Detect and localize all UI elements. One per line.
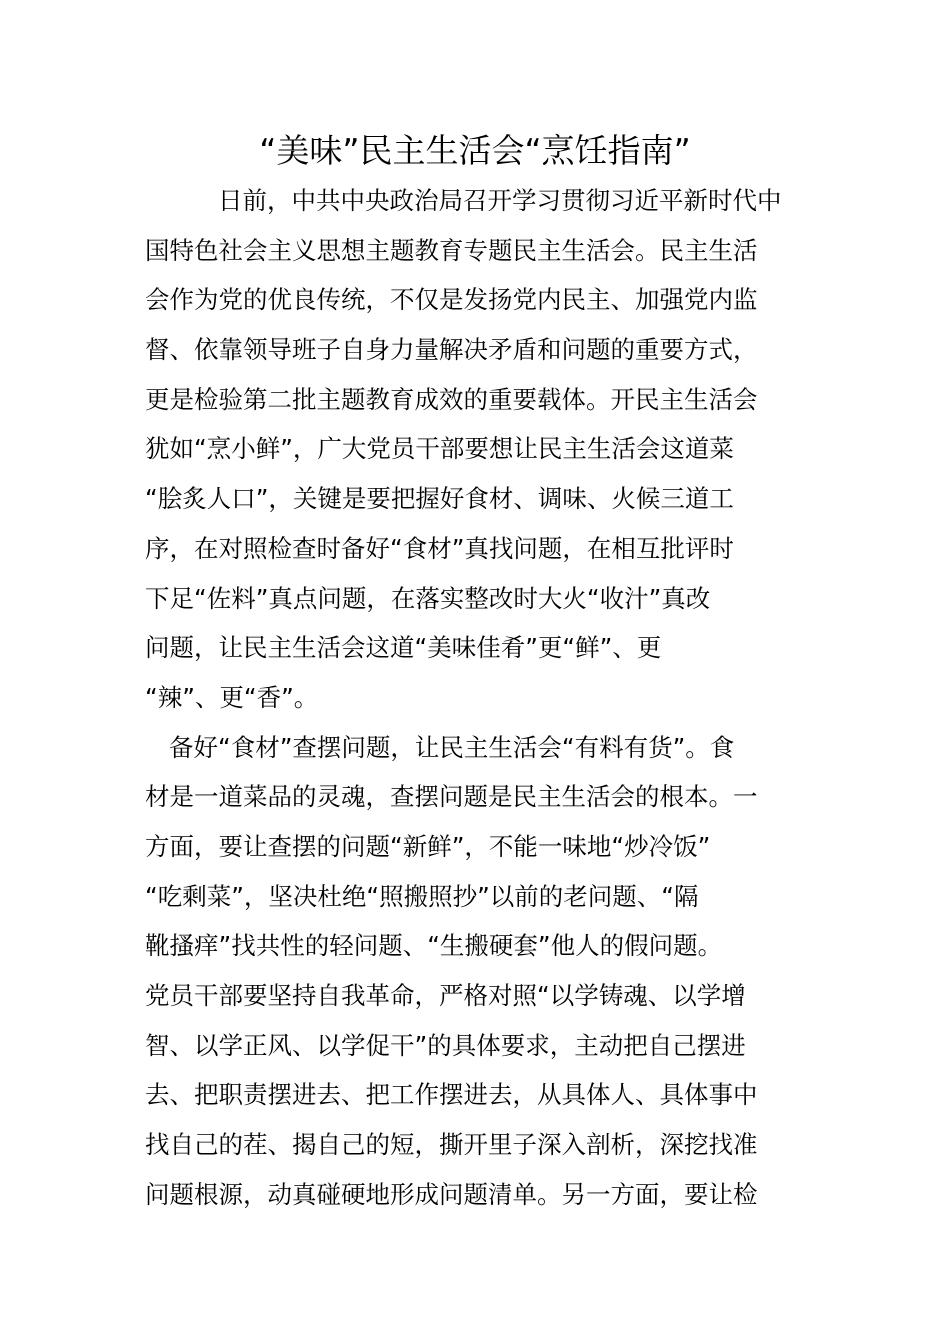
text-line: 下足“佐料”真点问题，在落实整改时大火“收汁”真改	[145, 583, 711, 613]
text-line: “辣”、更“香”。	[145, 682, 319, 712]
text-line: 督、依靠领导班子自身力量解决矛盾和问题的重要方式，	[145, 335, 758, 365]
text-line: 国特色社会主义思想主题教育专题民主生活会。民主生活	[145, 235, 758, 265]
text-line: 找自己的茬、揭自己的短，撕开里子深入剖析，深挖找准	[145, 1130, 758, 1160]
text-line: 靴搔痒”找共性的轻问题、“生搬硬套”他人的假问题。	[145, 931, 723, 961]
text-line: 材是一道菜品的灵魂，查摆问题是民主生活会的根本。一	[145, 782, 758, 812]
text-line: 问题，让民主生活会这道“美味佳肴”更“鲜”、更	[145, 633, 662, 663]
document-title: “美味”民主生活会“烹饪指南”	[259, 131, 691, 170]
text-line: 日前，中共中央政治局召开学习贯彻习近平新时代中	[218, 186, 782, 215]
text-line: 去、把职责摆进去、把工作摆进去，从具体人、具体事中	[145, 1080, 758, 1110]
text-line: 问题根源，动真碰硬地形成问题清单。另一方面，要让检	[145, 1179, 758, 1209]
text-line: 会作为党的优良传统，不仅是发扬党内民主、加强党内监	[145, 285, 758, 315]
text-line: 序，在对照检查时备好“食材”真找问题，在相互批评时	[145, 533, 734, 563]
text-line: 智、以学正风、以学促干”的具体要求，主动把自己摆进	[145, 1030, 746, 1060]
text-line: 犹如“烹小鲜”，广大党员干部要想让民主生活会这道菜	[145, 434, 734, 464]
document-body	[145, 176, 807, 1219]
text-line: 更是检验第二批主题教育成效的重要载体。开民主生活会	[145, 384, 758, 414]
text-line: “脍炙人口”，关键是要把握好食材、调味、火候三道工	[145, 484, 734, 514]
text-line: 党员干部要坚持自我革命，严格对照“以学铸魂、以学增	[145, 981, 746, 1010]
text-line: “吃剩菜”，坚决杜绝“照搬照抄”以前的老问题、“隔	[145, 881, 699, 911]
text-line: 备好“食材”查摆问题，让民主生活会“有料有货”。食	[169, 732, 735, 762]
text-line: 方面，要让查摆的问题“新鲜”，不能一味地“炒冷饭”	[145, 831, 711, 861]
